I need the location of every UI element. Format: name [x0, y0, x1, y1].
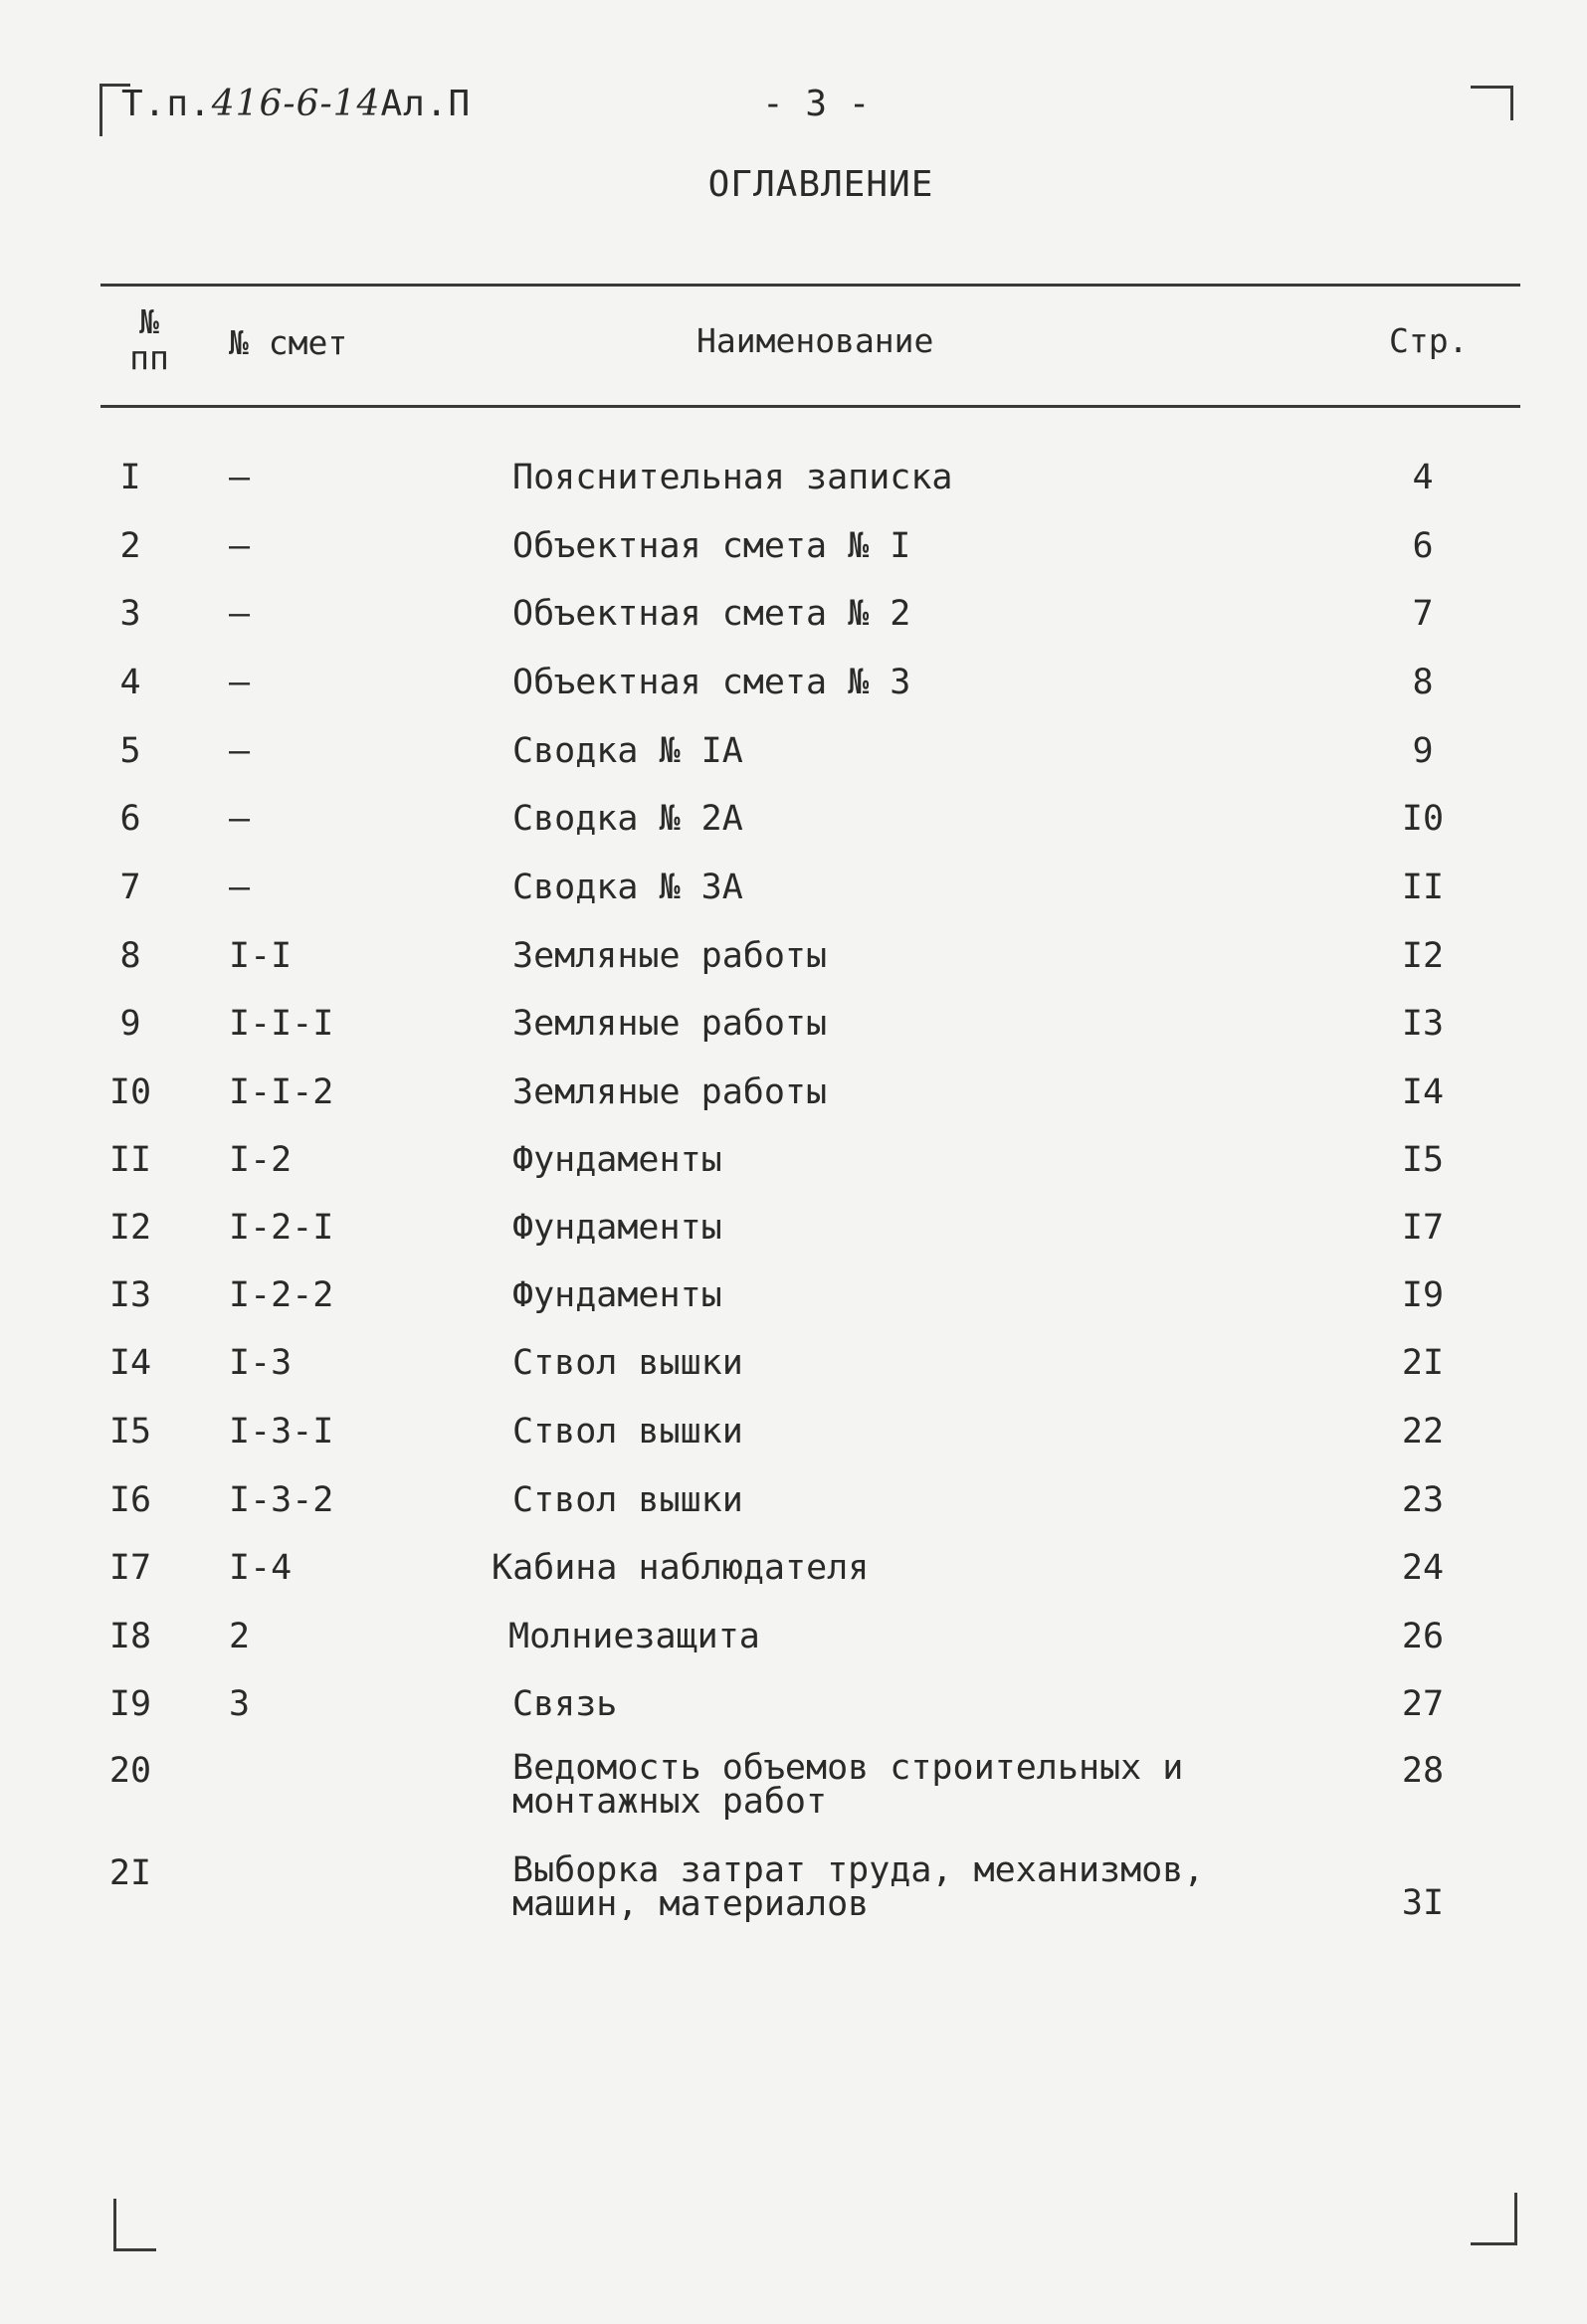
row-number: I6 [108, 1480, 152, 1520]
table-row [0, 936, 1587, 986]
col-header-estimate: № смет [229, 323, 348, 362]
row-name-line-1: Выборка затрат труда, механизмов, [512, 1850, 1205, 1890]
row-estimate: I-2-2 [229, 1275, 334, 1315]
row-page: I9 [1401, 1275, 1445, 1315]
table-row [0, 526, 1587, 576]
col-header-no-abbr: пп [129, 338, 169, 377]
table-row [0, 1343, 1587, 1393]
table-row [0, 458, 1587, 507]
row-page: 26 [1401, 1617, 1445, 1656]
document-code [121, 84, 471, 124]
row-name: Фундаменты [512, 1208, 722, 1248]
row-page: 3I [1401, 1883, 1445, 1923]
row-number: 20 [108, 1751, 152, 1791]
row-number: 2I [108, 1853, 152, 1893]
row-estimate: – [229, 594, 251, 634]
row-estimate: – [229, 458, 251, 497]
col-header-no [129, 304, 169, 376]
table-row [0, 1208, 1587, 1258]
row-name: Ствол вышки [512, 1480, 743, 1520]
row-number: I0 [108, 1072, 152, 1112]
row-page: 27 [1401, 1684, 1445, 1724]
table-row [0, 1548, 1587, 1598]
row-page: I2 [1401, 936, 1445, 976]
row-page: 9 [1412, 731, 1434, 771]
row-name-line-2: монтажных работ [512, 1782, 828, 1822]
page-title: ОГЛАВЛЕНИЕ [707, 164, 934, 205]
row-name: Объектная смета № 2 [512, 594, 911, 634]
row-number: I4 [108, 1343, 152, 1383]
row-estimate: – [229, 731, 251, 771]
row-estimate: 2 [229, 1617, 251, 1656]
doc-code-handwritten: 416-6-14 [211, 84, 381, 124]
row-number: I2 [108, 1208, 152, 1248]
row-estimate: I-I [229, 936, 293, 976]
row-number: I5 [108, 1412, 152, 1452]
row-estimate: I-4 [229, 1548, 293, 1588]
table-row [0, 1275, 1587, 1325]
row-page: 28 [1401, 1751, 1445, 1791]
corner-mark-bottom-left [113, 2199, 156, 2251]
col-header-page: Стр. [1389, 321, 1469, 360]
row-name: Связь [512, 1684, 618, 1724]
doc-code-prefix: Т.п. [121, 84, 212, 124]
row-estimate: I-2 [229, 1140, 293, 1180]
row-name [512, 1748, 1184, 1822]
row-number: II [108, 1140, 152, 1180]
table-row [0, 1004, 1587, 1054]
row-name: Фундаменты [512, 1140, 722, 1180]
row-page: 8 [1412, 663, 1434, 702]
row-page: 2I [1401, 1343, 1445, 1383]
row-name: Сводка № 2A [512, 799, 743, 839]
row-page: I7 [1401, 1208, 1445, 1248]
row-estimate: – [229, 663, 251, 702]
table-row [0, 1480, 1587, 1530]
table-row [0, 663, 1587, 712]
row-estimate: I-3 [229, 1343, 293, 1383]
row-estimate: I-I-I [229, 1004, 334, 1044]
table-row [0, 1684, 1587, 1734]
table-header-rule [100, 405, 1520, 408]
row-estimate: 3 [229, 1684, 251, 1724]
row-name: Сводка № 3A [512, 868, 743, 907]
corner-mark-top-right [1471, 86, 1513, 120]
row-name: Ствол вышки [512, 1343, 743, 1383]
row-estimate: – [229, 526, 251, 566]
row-name [512, 1850, 1205, 1924]
row-page: 23 [1401, 1480, 1445, 1520]
row-number: 6 [119, 799, 141, 839]
row-estimate: – [229, 868, 251, 907]
row-name-line-1: Ведомость объемов строительных и [512, 1748, 1184, 1788]
table-row [0, 594, 1587, 644]
table-row [0, 1412, 1587, 1461]
row-name: Ствол вышки [512, 1412, 743, 1452]
row-name: Объектная смета № 3 [512, 663, 911, 702]
row-number: 7 [119, 868, 141, 907]
row-number: 3 [119, 594, 141, 634]
col-header-name: Наименование [696, 321, 934, 360]
table-row [0, 1140, 1587, 1190]
row-page: I5 [1401, 1140, 1445, 1180]
row-estimate: I-3-I [229, 1412, 334, 1452]
table-row [0, 799, 1587, 849]
table-row [0, 731, 1587, 781]
row-number: I3 [108, 1275, 152, 1315]
row-name: Пояснительная записка [512, 458, 953, 497]
row-name: Сводка № IA [512, 731, 743, 771]
table-row [0, 1850, 1587, 1933]
row-name: Объектная смета № I [512, 526, 911, 566]
row-name: Молниезащита [508, 1617, 760, 1656]
row-page: I4 [1401, 1072, 1445, 1112]
row-number: 9 [119, 1004, 141, 1044]
doc-code-suffix: Ал.П [380, 84, 472, 124]
row-estimate: I-I-2 [229, 1072, 334, 1112]
row-number: I7 [108, 1548, 152, 1588]
row-number: I9 [108, 1684, 152, 1724]
row-number: 4 [119, 663, 141, 702]
row-number: I8 [108, 1617, 152, 1656]
table-row [0, 1748, 1587, 1831]
row-name: Кабина наблюдателя [492, 1548, 870, 1588]
page-number: - 3 - [762, 84, 871, 124]
row-number: 8 [119, 936, 141, 976]
row-page: 7 [1412, 594, 1434, 634]
row-name-line-2: машин, материалов [512, 1884, 870, 1924]
row-page: I0 [1401, 799, 1445, 839]
table-row [0, 1072, 1587, 1122]
row-page: 6 [1412, 526, 1434, 566]
row-page: I3 [1401, 1004, 1445, 1044]
row-number: I [119, 458, 141, 497]
row-page: 22 [1401, 1412, 1445, 1452]
table-top-rule [100, 284, 1520, 287]
row-page: II [1401, 868, 1445, 907]
row-name: Фундаменты [512, 1275, 722, 1315]
col-header-no-symbol: № [139, 302, 159, 341]
row-estimate: – [229, 799, 251, 839]
row-name: Земляные работы [512, 936, 828, 976]
row-name: Земляные работы [512, 1004, 828, 1044]
row-number: 5 [119, 731, 141, 771]
row-number: 2 [119, 526, 141, 566]
table-row [0, 868, 1587, 917]
row-name: Земляные работы [512, 1072, 828, 1112]
table-row [0, 1617, 1587, 1666]
row-estimate: I-3-2 [229, 1480, 334, 1520]
corner-mark-bottom-right [1471, 2193, 1517, 2245]
row-estimate: I-2-I [229, 1208, 334, 1248]
row-page: 4 [1412, 458, 1434, 497]
row-page: 24 [1401, 1548, 1445, 1588]
